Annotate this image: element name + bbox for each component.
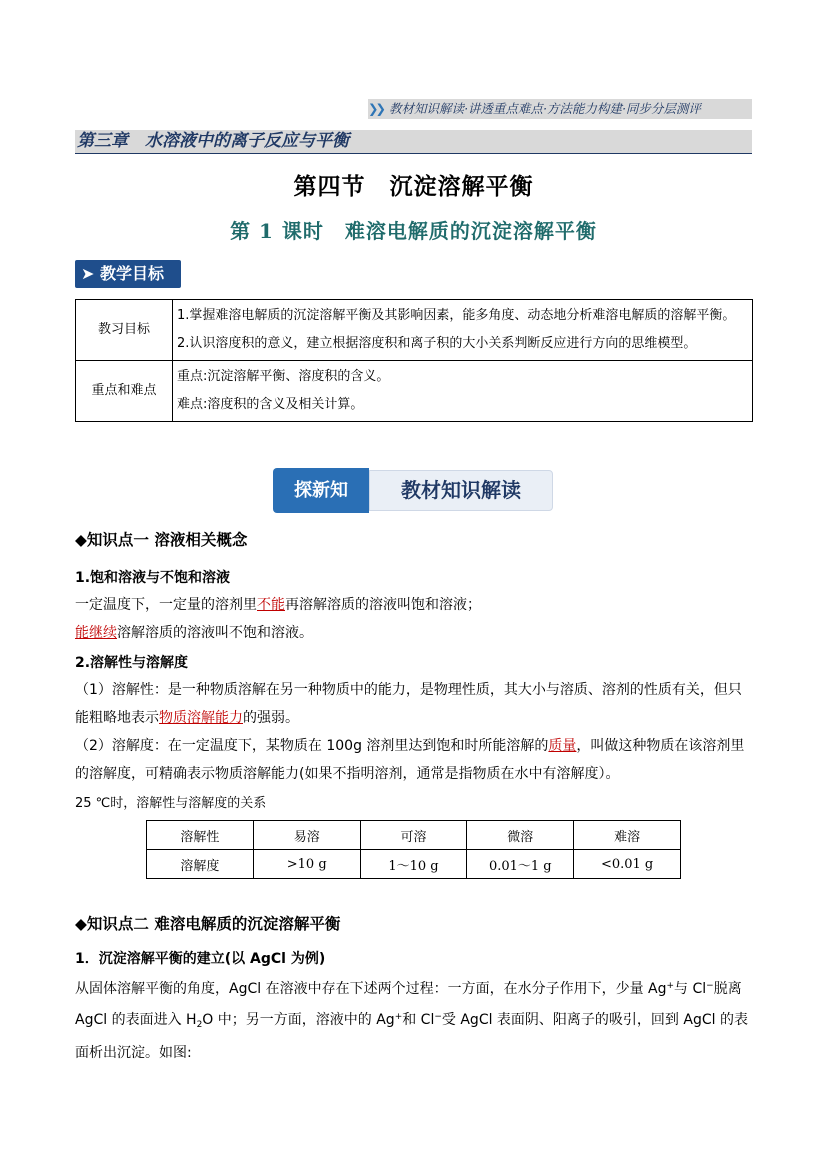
text: （1）溶解性：是一种物质溶解在另一种物质中的能力，是物理性质，其大小与溶质、溶剂的性质有关，但只能粗略地表示 [75, 682, 742, 726]
kp1-s1-line2 [75, 619, 755, 647]
lesson-title: 第 1 课时 难溶电解质的沉淀溶解平衡 [230, 219, 597, 243]
table-row [76, 300, 753, 361]
chapter-bar [75, 130, 752, 154]
teaching-goals-tag [75, 260, 181, 288]
kp2-title: ◆知识点二 难溶电解质的沉淀溶解平衡 [75, 915, 341, 933]
superscript: − [434, 1012, 442, 1022]
goals-table [75, 299, 753, 422]
explore-banner-right: 教材知识解读 [369, 470, 553, 511]
section-title: 第四节 沉淀溶解平衡 [293, 174, 534, 200]
kp2-s1-title: 1．沉淀溶解平衡的建立(以 AgCl 为例) [75, 951, 326, 967]
table-cell: 易溶 [253, 821, 360, 850]
table-cell: 溶解性 [147, 821, 254, 850]
text: 一定温度下，一定量的溶剂里 [75, 597, 257, 613]
text: 溶解溶质的溶液叫不饱和溶液。 [117, 625, 313, 641]
goal-line: 重点:沉淀溶解平衡、溶度积的含义。 [177, 369, 390, 384]
kp1-s1-title: 1.饱和溶液与不饱和溶液 [75, 570, 231, 586]
goals-row-content [173, 361, 753, 422]
table-cell: 溶解度 [147, 850, 254, 879]
highlight: 质量 [548, 738, 577, 754]
text: O 中；另一方面，溶液中的 Ag [202, 1012, 395, 1028]
text: 与 Cl [674, 981, 707, 997]
table-row [76, 361, 753, 422]
goals-row-content [173, 300, 753, 361]
subscript: 2 [196, 1020, 203, 1030]
explore-banner [273, 468, 553, 513]
goals-row-label: 教习目标 [76, 300, 173, 361]
table-cell: 难溶 [574, 821, 681, 850]
superscript: + [394, 1012, 403, 1022]
goals-row-label: 重点和难点 [76, 361, 173, 422]
header-banner [368, 99, 752, 119]
arrow-right-icon: ➤ [81, 264, 100, 283]
text: 从固体溶解平衡的角度，AgCl 在溶液中存在下述两个过程：一方面，在水分子作用下，少量 Ag [75, 981, 667, 997]
kp1-p2 [75, 732, 755, 788]
double-chevron-icon: ❯❯ [368, 101, 383, 116]
kp2-paragraph [75, 972, 755, 1067]
goal-line: 难点:溶度积的含义及相关计算。 [177, 397, 364, 412]
superscript: − [706, 981, 714, 991]
highlight: 能继续 [75, 625, 117, 641]
superscript: + [666, 981, 675, 991]
table-caption: 25 ℃时，溶解性与溶解度的关系 [75, 796, 267, 811]
kp1-s2-title: 2.溶解性与溶解度 [75, 655, 189, 671]
text: 再溶解溶质的溶液叫饱和溶液； [285, 597, 481, 613]
table-cell: 0.01～1 g [467, 850, 574, 879]
table-row [147, 821, 681, 850]
text: ，叫做这种物质在该溶剂里的溶解度，可精确表示物质溶解能力(如果不指明溶剂，通常是指物质在水中有溶解度）。 [75, 738, 745, 782]
table-cell: >10 g [253, 850, 360, 879]
text: （2）溶解度：在一定温度下，某物质在 100g 溶剂里达到饱和时所能溶解的 [75, 738, 549, 754]
chapter-title: 第三章 水溶液中的离子反应与平衡 [77, 131, 349, 151]
goal-line: 1.掌握难溶电解质的沉淀溶解平衡及其影响因素，能多角度、动态地分析难溶电解质的溶解平衡。 [177, 308, 736, 323]
text: 的强弱。 [243, 710, 299, 726]
table-row [147, 850, 681, 879]
header-banner-text: 教材知识解读·讲透重点难点·方法能力构建·同步分层测评 [388, 101, 701, 116]
kp1-title: ◆知识点一 溶液相关概念 [75, 531, 248, 549]
table-cell: 微溶 [467, 821, 574, 850]
text: 脱离 AgCl 的表面进入 H [75, 981, 742, 1028]
kp1-p1 [75, 676, 755, 732]
table-cell: 1～10 g [360, 850, 467, 879]
explore-banner-left: 探新知 [273, 468, 369, 513]
highlight: 物质溶解能力 [159, 710, 243, 726]
text: 受 AgCl 表面阴、阳离子的吸引，回到 AgCl 的表面析出沉淀。如图: [75, 1012, 748, 1061]
table-cell: 可溶 [360, 821, 467, 850]
highlight: 不能 [257, 597, 285, 613]
text: 和 Cl [402, 1012, 435, 1028]
kp1-s1-line1 [75, 591, 755, 619]
table-cell: <0.01 g [574, 850, 681, 879]
solubility-table [146, 820, 681, 879]
teaching-goals-label: 教学目标 [99, 264, 164, 283]
goal-line: 2.认识溶度积的意义，建立根据溶度积和离子积的大小关系判断反应进行方向的思维模型。 [177, 336, 697, 351]
